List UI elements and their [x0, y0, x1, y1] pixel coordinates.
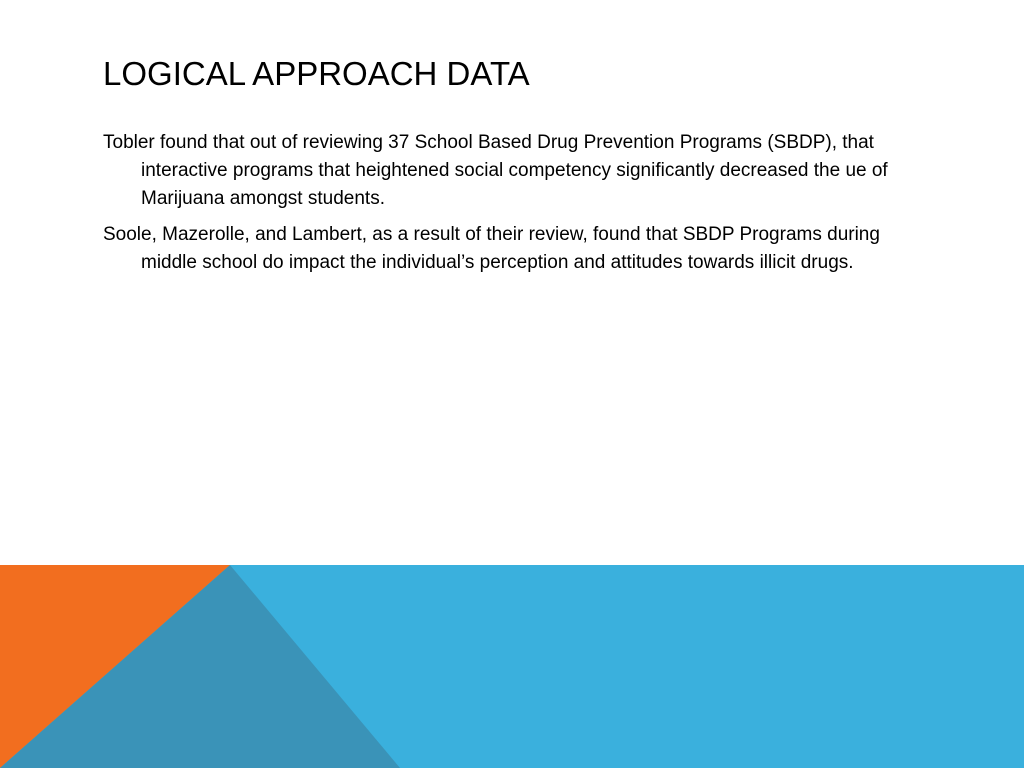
body-paragraph-tobler: Tobler found that out of reviewing 37 School Based Drug Prevention Programs (SBDP), that interactive programs that heightened social competency significantly decreased the ue of Marijuana amongst students.: [103, 132, 888, 209]
body-paragraph-soole: Soole, Mazerolle, and Lambert, as a result of their review, found that SBDP Programs during middle school do impact the individual’s perception and attitudes towards illicit drugs.: [103, 224, 880, 273]
slide-title: LOGICAL APPROACH DATA: [103, 55, 530, 92]
footer-decoration: [0, 565, 1024, 768]
slide-body: [103, 129, 933, 285]
